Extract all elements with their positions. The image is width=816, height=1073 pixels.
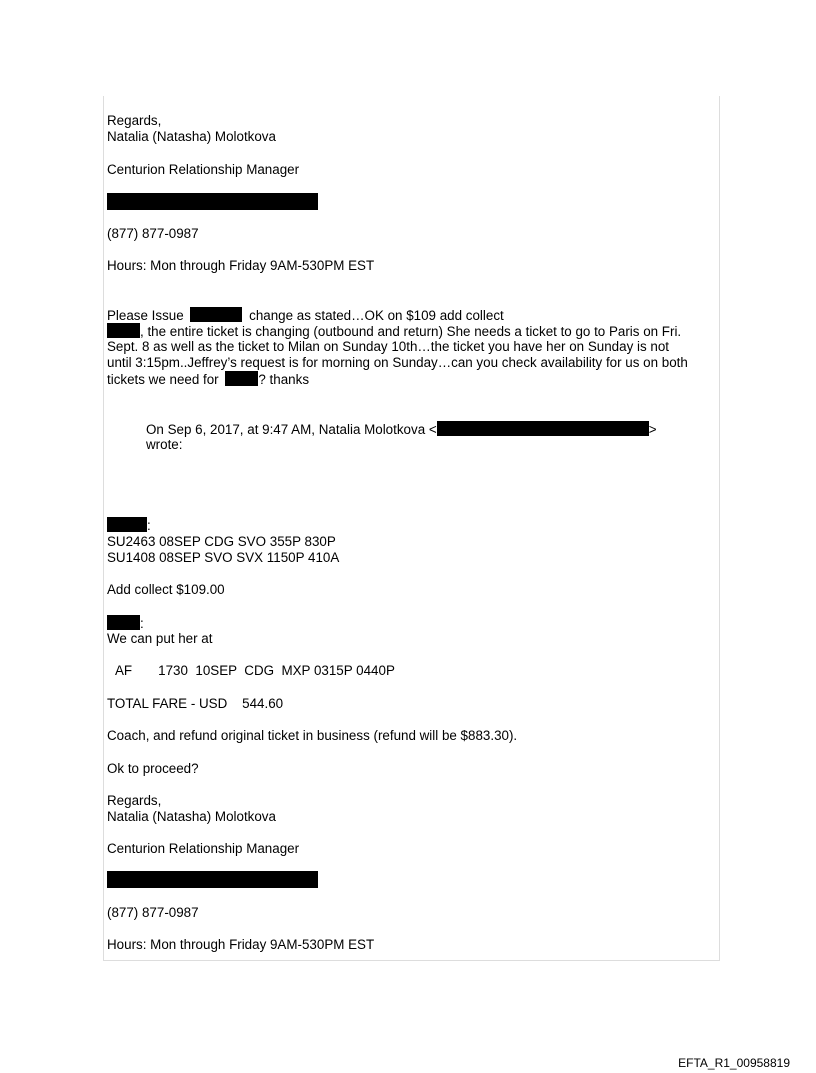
reply-line-5 — [107, 371, 309, 388]
ok-to-proceed: Ok to proceed? — [107, 761, 199, 776]
reply-line-3: Sept. 8 as well as the ticket to Milan on Sunday 10th…the ticket you have her on Sunday is not — [107, 339, 669, 354]
redaction-inline — [225, 371, 258, 386]
redaction-inline — [107, 615, 140, 630]
reply-line-2-text: , the entire ticket is changing (outbound and return) She needs a ticket to go to Paris on Fri. — [140, 324, 682, 339]
sig-regards: Regards, — [107, 793, 162, 808]
flight-segment-1: SU2463 08SEP CDG SVO 355P 830P — [107, 534, 336, 549]
reply-line-5-text-a: tickets we need for — [107, 372, 219, 387]
quote-header-line-1 — [146, 421, 657, 438]
sig-phone: (877) 877-0987 — [107, 905, 199, 920]
flight-segment-2: SU1408 08SEP SVO SVX 1150P 410A — [107, 550, 340, 565]
quote-header-text: On Sep 6, 2017, at 9:47 AM, Natalia Molotkova < — [146, 422, 437, 437]
sig-hours: Hours: Mon through Friday 9AM-530PM EST — [107, 258, 375, 273]
total-fare: TOTAL FARE - USD 544.60 — [107, 696, 284, 711]
reply-line-1-text-a: Please Issue — [107, 308, 184, 323]
sig-phone: (877) 877-0987 — [107, 226, 199, 241]
sig-name: Natalia (Natasha) Molotkova — [107, 809, 276, 824]
reply-line-2 — [107, 323, 681, 340]
colon: : — [147, 518, 151, 533]
redaction-bar — [107, 871, 318, 888]
reply-line-1 — [107, 307, 504, 324]
put-her-at: We can put her at — [107, 631, 213, 646]
redacted-name-line — [107, 517, 151, 534]
sig-hours: Hours: Mon through Friday 9AM-530PM EST — [107, 937, 375, 952]
redaction-bar — [107, 193, 318, 210]
quote-header-line-2: wrote: — [146, 437, 183, 452]
reply-line-5-text-b: ? thanks — [258, 372, 310, 387]
reply-line-1-text-b: change as stated…OK on $109 add collect — [249, 308, 504, 323]
coach-refund: Coach, and refund original ticket in business (refund will be $883.30). — [107, 728, 518, 743]
sig-regards: Regards, — [107, 113, 162, 128]
redaction-email — [437, 421, 649, 436]
af-flight-line: AF 1730 10SEP CDG MXP 0315P 0440P — [115, 663, 395, 678]
document-id: EFTA_R1_00958819 — [678, 1056, 790, 1070]
reply-line-4: until 3:15pm..Jeffrey’s request is for morning on Sunday…can you check availability for us on both — [107, 355, 688, 370]
sig-name: Natalia (Natasha) Molotkova — [107, 129, 276, 144]
sig-title: Centurion Relationship Manager — [107, 841, 300, 856]
colon: : — [140, 616, 144, 631]
redacted-name-line-2 — [107, 615, 144, 632]
sig-title: Centurion Relationship Manager — [107, 162, 300, 177]
redaction-inline — [107, 323, 140, 338]
redaction-inline — [190, 307, 242, 322]
add-collect: Add collect $109.00 — [107, 582, 225, 597]
redaction-inline — [107, 517, 147, 532]
quote-header-bracket: > — [648, 422, 657, 437]
